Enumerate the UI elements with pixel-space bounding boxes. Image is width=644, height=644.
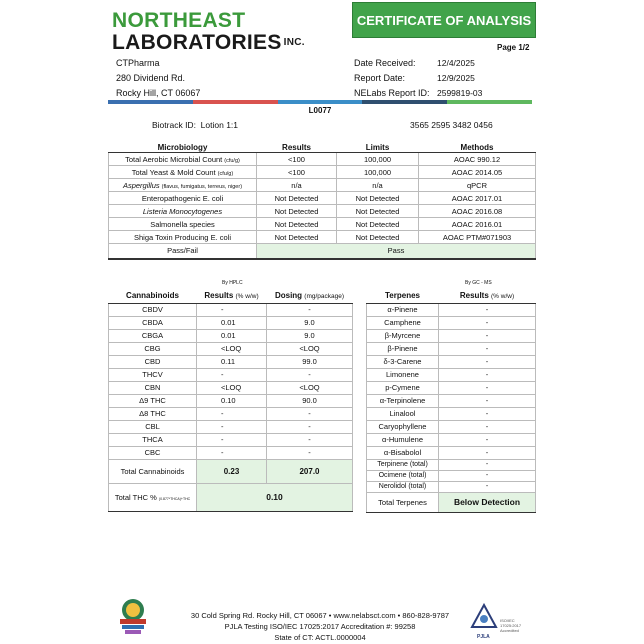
micro-test-name: Aspergillus (flavus, fumigatus, terreus, niger) xyxy=(109,179,257,192)
micro-test-name: Salmonella species xyxy=(109,218,257,231)
micro-limit: 100,000 xyxy=(337,166,419,179)
sample-code: L0077 xyxy=(308,106,332,115)
terpene-result: - xyxy=(439,303,536,316)
cannabinoid-dosing: 90.0 xyxy=(267,394,353,407)
pjla-seal-text: ISO/IEC 17025:2017 Accredited xyxy=(500,618,522,633)
report-id: 2599819-03 xyxy=(437,88,483,98)
logo-line1: NORTHEAST xyxy=(112,9,246,32)
passfail-label: Pass/Fail xyxy=(109,244,257,259)
table-row xyxy=(367,470,536,481)
micro-method: AOAC PTM#071903 xyxy=(419,231,536,244)
cannabinoid-dosing: - xyxy=(267,433,353,446)
terpene-name: p-Cymene xyxy=(367,381,439,394)
table-row xyxy=(367,407,536,420)
table-row xyxy=(367,420,536,433)
table-row xyxy=(109,316,353,329)
table-row xyxy=(109,433,353,446)
table-row xyxy=(109,355,353,368)
micro-limit: Not Detected xyxy=(337,218,419,231)
table-row xyxy=(109,153,536,166)
table-row xyxy=(109,329,353,342)
client-address xyxy=(116,56,200,101)
micro-method: qPCR xyxy=(419,179,536,192)
table-row xyxy=(109,368,353,381)
total-thc-row xyxy=(109,483,353,511)
footer-state: State of CT: ACTL.0000004 xyxy=(274,633,366,642)
terpene-name: α-Humulene xyxy=(367,433,439,446)
certificate-title: CERTIFICATE OF ANALYSIS xyxy=(352,2,536,38)
passfail-row xyxy=(109,244,536,259)
table-row xyxy=(109,166,536,179)
cannabinoid-dosing: - xyxy=(267,303,353,316)
gcms-note: By GC - MS xyxy=(465,280,492,286)
terpene-result: - xyxy=(439,433,536,446)
terpene-result: - xyxy=(439,355,536,368)
table-row xyxy=(367,381,536,394)
date-received: 12/4/2025 xyxy=(437,58,475,68)
cannabinoid-name: CBC xyxy=(109,446,197,459)
micro-result: <100 xyxy=(257,153,337,166)
total-terpenes-label: Total Terpenes xyxy=(367,492,439,512)
micro-method: AOAC 2017.01 xyxy=(419,192,536,205)
report-labels: Date Received: Report Date: NELabs Report ID: xyxy=(354,58,430,98)
terpene-total-result: - xyxy=(439,481,536,492)
total-cannabinoids-label: Total Cannabinoids xyxy=(109,459,197,483)
micro-result: Not Detected xyxy=(257,192,337,205)
accreditation-badge-icon xyxy=(116,597,150,637)
micro-limit: Not Detected xyxy=(337,231,419,244)
microbiology-table: Microbiology Results Limits Methods Total Aerobic Microbial Count (cfu/g) <100 100,000 AOAC 990.12 Total Yeast & Mold Count (cfu/g) <100 100,000 AOAC 2014.05 Aspergillus (flavus, fumigatus, terreus, niger) n/a n/a qPCR Enteropathogenic E. coli Not Detected Not Detected AOAC 2017.01 Listeria Monocytogenes Not Detected Not Detected AOAC 2016.08 Salmonella species Not Detected Not Detected AOAC 2016.01 Shiga Toxin Producing E. coli Not Detected Not Detected AOAC PTM#071903 Pass/Fail Pass xyxy=(108,143,536,260)
terpene-total-name: Nerolidol (total) xyxy=(367,481,439,492)
cannabinoid-name: CBDA xyxy=(109,316,197,329)
pjla-seal-icon xyxy=(470,603,498,633)
total-cannabinoids-row xyxy=(109,459,353,483)
cannabinoid-result: <LOQ xyxy=(197,342,267,355)
terpene-result: - xyxy=(439,420,536,433)
micro-method: AOAC 2016.01 xyxy=(419,218,536,231)
logo-line2: LABORATORIES $^{INC.}$ xyxy=(112,31,305,54)
table-row xyxy=(109,342,353,355)
terpene-result: - xyxy=(439,368,536,381)
micro-test-name: Total Yeast & Mold Count (cfu/g) xyxy=(109,166,257,179)
terpene-result: - xyxy=(439,329,536,342)
table-row xyxy=(109,420,353,433)
footer-address: 30 Cold Spring Rd. Rocky Hill, CT 06067 • www.nelabsct.com • 860-828-9787 xyxy=(190,611,450,620)
cannabinoid-result: - xyxy=(197,407,267,420)
micro-limit: 100,000 xyxy=(337,153,419,166)
total-thc-value: 0.10 xyxy=(197,483,353,511)
table-row xyxy=(109,192,536,205)
cannabinoid-result: - xyxy=(197,303,267,316)
micro-limit: n/a xyxy=(337,179,419,192)
stripe-segment xyxy=(193,100,278,104)
stripe-segment xyxy=(278,100,363,104)
terpene-result: - xyxy=(439,394,536,407)
total-thc-label: Total THC % (0.877*THCA)+THC xyxy=(109,483,197,511)
micro-test-name: Enteropathogenic E. coli xyxy=(109,192,257,205)
terpene-total-name: Ocimene (total) xyxy=(367,470,439,481)
terpene-name: Linalool xyxy=(367,407,439,420)
footer-text xyxy=(160,610,480,643)
stripe-segment xyxy=(447,100,532,104)
micro-result: n/a xyxy=(257,179,337,192)
cannabinoid-name: Δ9 THC xyxy=(109,394,197,407)
client-address2: Rocky Hill, CT 06067 xyxy=(116,88,201,98)
terpene-name: β-Pinene xyxy=(367,342,439,355)
table-row xyxy=(109,179,536,192)
table-row xyxy=(367,316,536,329)
stripe-segment xyxy=(108,100,193,104)
client-name: CTPharma xyxy=(116,58,160,68)
cannabinoid-result: 0.11 xyxy=(197,355,267,368)
terpenes-table: Terpenes Results (% w/w) α-Pinene - Camphene - β-Myrcene - β-Pinene - δ-3-Carene - Limonene - p-Cymene - α-Terpinolene - Linalool - Caryophyllene - α-Humulene - α-Bisabolol - Terpinene (total) - Ocimene (total) - Nerolidol (total) - Total Terpenes Below Detection xyxy=(366,289,536,513)
cannabinoid-name: CBL xyxy=(109,420,197,433)
micro-test-name: Listeria Monocytogenes xyxy=(109,205,257,218)
terpene-name: α-Pinene xyxy=(367,303,439,316)
cannabinoid-name: THCA xyxy=(109,433,197,446)
table-row xyxy=(109,381,353,394)
cannabinoid-result: - xyxy=(197,420,267,433)
micro-method: AOAC 2014.05 xyxy=(419,166,536,179)
micro-method: AOAC 2016.08 xyxy=(419,205,536,218)
table-row xyxy=(367,394,536,407)
biotrack-id: Biotrack ID: Lotion 1:1 xyxy=(152,120,239,130)
terpene-name: α-Bisabolol xyxy=(367,446,439,459)
terpene-name: β-Myrcene xyxy=(367,329,439,342)
cannabinoids-table: Cannabinoids Results (% w/w) Dosing (mg/package) CBDV - - CBDA 0.01 9.0 CBGA 0.01 9.0 CBG <LOQ <LOQ CBD 0.11 99.0 THCV - - CBN <LOQ <LOQ Δ9 THC 0.10 90.0 Δ8 THC - - CBL - - THCA - - CBC - - Total Cannabinoids 0.23 207.0 Total THC % (0.877*THCA)+THC 0.10 xyxy=(108,289,353,512)
hplc-note: By HPLC xyxy=(222,280,243,286)
table-row xyxy=(109,394,353,407)
cannabinoid-name: CBDV xyxy=(109,303,197,316)
cannabinoid-result: 0.01 xyxy=(197,316,267,329)
terpene-result: - xyxy=(439,407,536,420)
pjla-label: PJLA xyxy=(477,634,490,640)
cannabinoid-result: - xyxy=(197,446,267,459)
table-row xyxy=(367,481,536,492)
cannabinoid-result: 0.10 xyxy=(197,394,267,407)
terpene-name: Caryophyllene xyxy=(367,420,439,433)
terpene-result: - xyxy=(439,316,536,329)
terpene-name: Camphene xyxy=(367,316,439,329)
company-logo xyxy=(112,10,312,54)
terpene-result: - xyxy=(439,381,536,394)
table-row xyxy=(109,407,353,420)
table-row xyxy=(109,303,353,316)
terpene-result: - xyxy=(439,446,536,459)
cannabinoid-dosing: 9.0 xyxy=(267,329,353,342)
cannabinoid-dosing: 99.0 xyxy=(267,355,353,368)
table-row xyxy=(367,433,536,446)
color-stripe xyxy=(108,100,532,104)
cannabinoid-result: - xyxy=(197,368,267,381)
cannabinoid-dosing: - xyxy=(267,368,353,381)
page-number: Page 1/2 xyxy=(497,43,530,52)
total-terpenes-row xyxy=(367,492,536,512)
table-row xyxy=(367,342,536,355)
footer-accreditation: PJLA Testing ISO/IEC 17025:2017 Accreditation #: 99258 xyxy=(224,622,416,631)
cannabinoid-dosing: <LOQ xyxy=(267,381,353,394)
micro-method: AOAC 990.12 xyxy=(419,153,536,166)
cannabinoid-result: 0.01 xyxy=(197,329,267,342)
report-values xyxy=(437,56,482,101)
cannabinoid-result: - xyxy=(197,433,267,446)
total-cannabinoids-result: 0.23 xyxy=(197,459,267,483)
micro-limit: Not Detected xyxy=(337,205,419,218)
cannabinoid-name: CBD xyxy=(109,355,197,368)
terpene-name: δ-3-Carene xyxy=(367,355,439,368)
table-row xyxy=(109,218,536,231)
total-cannabinoids-dosing: 207.0 xyxy=(267,459,353,483)
cannabinoid-result: <LOQ xyxy=(197,381,267,394)
micro-result: Not Detected xyxy=(257,205,337,218)
table-row xyxy=(109,231,536,244)
cannabinoid-name: CBGA xyxy=(109,329,197,342)
passfail-value: Pass xyxy=(257,244,536,259)
micro-limit: Not Detected xyxy=(337,192,419,205)
micro-result: <100 xyxy=(257,166,337,179)
cannabinoid-dosing: - xyxy=(267,420,353,433)
biotrack-number: 3565 2595 3482 0456 xyxy=(410,120,493,130)
terpene-total-result: - xyxy=(439,470,536,481)
cannabinoid-name: CBG xyxy=(109,342,197,355)
table-row xyxy=(367,303,536,316)
table-row xyxy=(367,355,536,368)
client-address1: 280 Dividend Rd. xyxy=(116,73,186,83)
terpene-name: Limonene xyxy=(367,368,439,381)
table-row xyxy=(367,446,536,459)
table-row xyxy=(367,459,536,470)
micro-test-name: Total Aerobic Microbial Count (cfu/g) xyxy=(109,153,257,166)
cannabinoid-name: THCV xyxy=(109,368,197,381)
table-row xyxy=(367,368,536,381)
cannabinoid-dosing: 9.0 xyxy=(267,316,353,329)
micro-result: Not Detected xyxy=(257,231,337,244)
cannabinoid-name: Δ8 THC xyxy=(109,407,197,420)
table-row xyxy=(109,446,353,459)
table-row xyxy=(109,205,536,218)
total-terpenes-value: Below Detection xyxy=(439,492,536,512)
terpene-name: α-Terpinolene xyxy=(367,394,439,407)
micro-result: Not Detected xyxy=(257,218,337,231)
report-date: 12/9/2025 xyxy=(437,73,475,83)
cannabinoid-dosing: <LOQ xyxy=(267,342,353,355)
cannabinoid-dosing: - xyxy=(267,407,353,420)
stripe-segment xyxy=(362,100,447,104)
cannabinoid-name: CBN xyxy=(109,381,197,394)
terpene-total-name: Terpinene (total) xyxy=(367,459,439,470)
terpene-result: - xyxy=(439,342,536,355)
cannabinoid-dosing: - xyxy=(267,446,353,459)
micro-test-name: Shiga Toxin Producing E. coli xyxy=(109,231,257,244)
terpene-total-result: - xyxy=(439,459,536,470)
table-row xyxy=(367,329,536,342)
